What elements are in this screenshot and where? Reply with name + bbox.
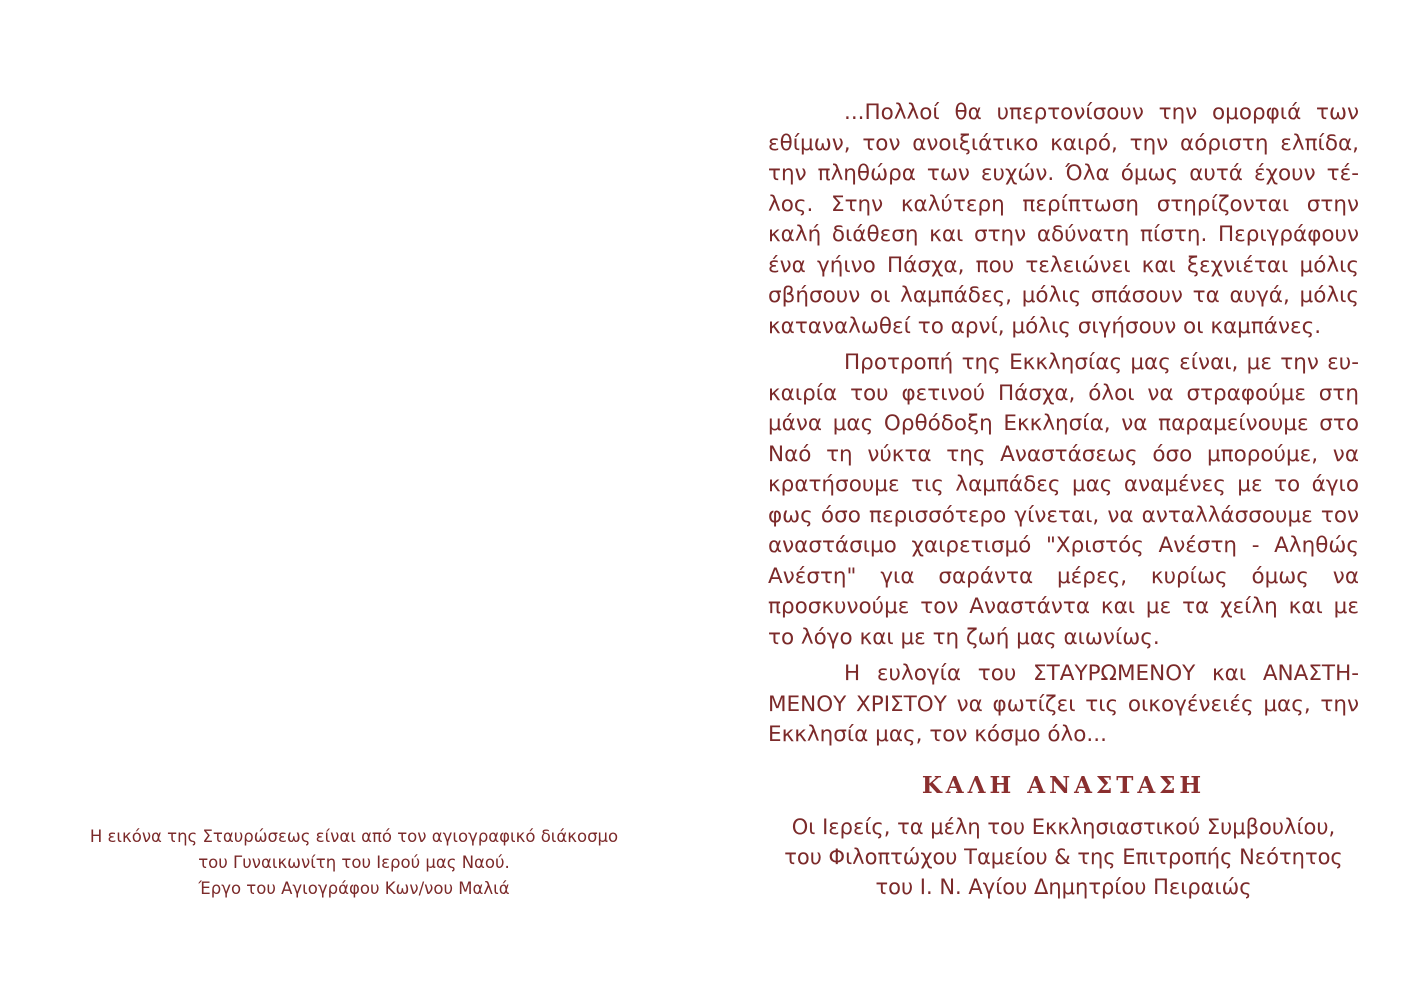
- left-page: [0, 0, 708, 1004]
- paragraph: Η ευλογία του ΣΤΑΥΡΩΜΕΝΟΥ και ΑΝΑΣΤΗΜΕΝΟΥ ΧΡΙΣΤΟΥ να φωτίζει τις οικογένειές μας, την Εκκλησία μας, τον κόσμο όλο...: [768, 661, 1359, 747]
- caption-line: του Γυναικωνίτη του Ιερού μας Ναού.: [198, 853, 510, 872]
- paragraph: ...Πολλοί θα υπερτονίσουν την ομορφιά των εθίμων, τον ανοιξιάτικο καιρό, την αόριστη ελπίδα, την πληθώρα των ευχών. Όλα όμως αυτά έχουν τέλος. Στην καλύτερη περίπτωση στηρίζονται στην καλή διάθεση και στην αδύνατη πίστη. Περιγράφουν ένα γήινο Πάσχα, που τελειώνει και ξεχνιέται μόλις σβήσουν οι λαμπάδες, μόλις σπάσουν τα αυγά, μόλις καταναλωθεί το αρνί, μόλις σιγήσουν οι καμπάνες.: [768, 100, 1359, 339]
- easter-greeting-heading: ΚΑΛΗ ΑΝΑΣΤΑΣΗ: [921, 772, 1206, 799]
- caption-line: Η εικόνα της Σταυρώσεως είναι από τον αγιογραφικό διάκοσμο: [89, 827, 619, 846]
- signature-line: του Ι. Ν. Αγίου Δημητρίου Πειραιώς: [875, 875, 1252, 899]
- signature-line: Οι Ιερείς, τα μέλη του Εκκλησιαστικού Συμβουλίου,: [791, 815, 1336, 839]
- caption-line: Έργο του Αγιογράφου Κων/νου Μαλιά: [198, 879, 510, 898]
- easter-message: [768, 98, 1359, 757]
- signature-block: [748, 812, 1379, 902]
- right-page: [708, 0, 1417, 1004]
- paragraph: Προτροπή της Εκκλησίας μας είναι, με την ευκαιρία του φετινού Πάσχα, όλοι να στραφούμε στη μάνα μας Ορθόδοξη Εκκλησία, να παραμείνουμε στο Ναό τη νύκτα της Αναστάσεως όσο μπορούμε, να κρατήσουμε τις λαμπάδες μας αναμένες με το άγιο φως όσο περισσότερο γίνεται, να ανταλλάσσουμε τον αναστάσιμο χαιρετισμό "Χριστός Ανέστη - Αληθώς Ανέστη" για σαράντα μέρες, κυρίως όμως να προσκυνούμε τον Αναστάντα και με τα χείλη και με το λόγο και με τη ζωή μας αιωνίως.: [768, 350, 1359, 650]
- signature-line: του Φιλοπτώχου Ταμείου & της Επιτροπής Νεότητος: [784, 845, 1343, 869]
- image-caption: [30, 824, 678, 902]
